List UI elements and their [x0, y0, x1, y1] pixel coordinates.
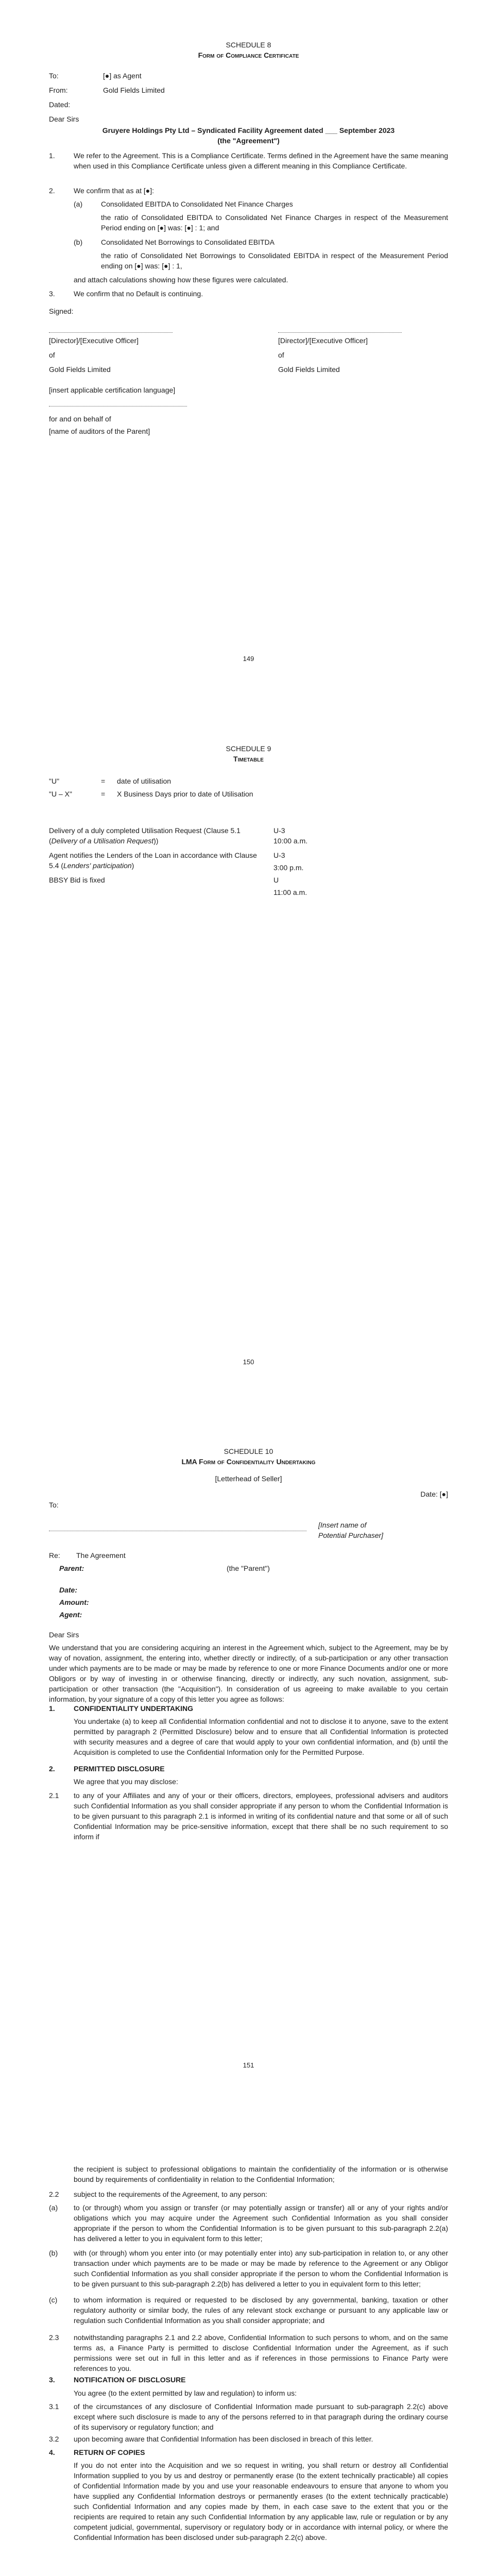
section-number: 4.: [49, 2448, 55, 2456]
definition-equals: =: [101, 777, 106, 785]
amount-label: Amount:: [59, 1598, 89, 1606]
definition-term: "U": [49, 777, 60, 785]
sub-paragraph-number: (c): [49, 2296, 58, 2304]
letterhead: [Letterhead of Seller]: [215, 1475, 282, 1483]
section-number: 1.: [49, 1704, 55, 1713]
schedule-heading: SCHEDULE 8: [226, 41, 271, 49]
signature-line: [49, 332, 173, 333]
definition-term: "U – X": [49, 790, 72, 798]
paragraph-number: 2.3: [49, 2333, 59, 2342]
sub-paragraph-number: (a): [74, 200, 83, 208]
timetable-row-description: Agent notifies the Lenders of the Loan in accordance with Clause 5.4 (Lenders' participation): [49, 851, 257, 870]
sub-paragraph-text: the ratio of Consolidated EBITDA to Consolidated Net Finance Charges in respect of the Measurement Period ending on [●] was: [●] : 1; and: [101, 213, 448, 232]
paragraph-number: 2.: [49, 187, 55, 195]
page-151: [0, 1406, 497, 2110]
timetable-time: 11:00 a.m.: [273, 888, 307, 896]
page-150: [0, 703, 497, 1406]
schedule-title: Form of Compliance Certificate: [198, 51, 299, 59]
section-text: We agree that you may disclose:: [74, 1777, 178, 1786]
section-number: 2.: [49, 1765, 55, 1773]
behalf-text: for and on behalf of: [49, 415, 111, 423]
sub-paragraph-heading: Consolidated EBITDA to Consolidated Net Finance Charges: [101, 200, 293, 208]
paragraph-text: We refer to the Agreement. This is a Compliance Certificate. Terms defined in the Agreement have the same meaning when used in this Compliance Certificate unless given a different meaning in this Compliance Certificate.: [74, 151, 448, 170]
salutation: Dear Sirs: [49, 115, 79, 123]
timetable-day: U-3: [273, 851, 285, 859]
sub-paragraph-heading: Consolidated Net Borrowings to Consolidated EBITDA: [101, 238, 275, 246]
auditors-name: [name of auditors of the Parent]: [49, 427, 150, 435]
re-label: Re:: [49, 1551, 60, 1560]
paragraph-text: upon becoming aware that Confidential Information has been disclosed in breach of this letter.: [74, 2435, 373, 2443]
signed-label: Signed:: [49, 307, 74, 315]
signatory-of: of: [278, 351, 284, 359]
to-label: To:: [49, 72, 59, 80]
section-heading: CONFIDENTIALITY UNDERTAKING: [74, 1704, 194, 1713]
section-heading: PERMITTED DISCLOSURE: [74, 1765, 165, 1773]
timetable-row-description: BBSY Bid is fixed: [49, 876, 105, 884]
potential-purchaser: [Insert name of Potential Purchaser]: [318, 1521, 384, 1539]
timetable-row-description: Delivery of a duly completed Utilisation Request (Clause 5.1 (Delivery of a Utilisation Request)): [49, 826, 241, 845]
intro-paragraph: We understand that you are considering acquiring an interest in the Agreement which, subject to the Agreement, may be by way of novation, assignment, the entering into, whether directly or indirectly, of a sub-participation or any other transaction under which payments are to be made or may be made by reference to one or more Finance Documents and/or one or more Obligors or by way of investing in or otherwise financing, directly or indirectly, any such novation, assignment, sub-participation or other transaction (the "Acquisition"). In consideration of us agreeing to make available to you certain information, by your signature of a copy of this letter you agree as follows:: [49, 1643, 448, 1703]
sub-paragraph-text: to (or through) whom you assign or transfer (or may potentially assign or transfer) all or any of your rights and/or obligations which you may acquire under the Agreement such Confidential Information as you shall consider appropriate if the person to whom the Confidential Information is to be given pursuant to this sub-paragraph 2.2(a) has delivered a letter to you in equivalent form to this letter;: [74, 2204, 448, 2243]
paragraph-text: notwithstanding paragraphs 2.1 and 2.2 above, Confidential Information to such persons to whom, and on the same terms as, a Finance Party is permitted to disclose Confidential Information under the Agreement, as if such permissions were set out in full in this letter and as if references in those permissions to Finance Party were references to you.: [74, 2333, 448, 2372]
from-value: Gold Fields Limited: [103, 86, 165, 94]
definition-equals: =: [101, 790, 106, 798]
signatory-of: of: [49, 351, 55, 359]
paragraph-text: subject to the requirements of the Agreement, to any person:: [74, 2190, 267, 2198]
signatory-title: [Director]/[Executive Officer]: [49, 336, 139, 345]
parent-label: Parent:: [59, 1564, 84, 1572]
paragraph-text: of the circumstances of any disclosure of Confidential Information made pursuant to sub-paragraph 2.2(c) above except where such disclosure is made to any of the persons referred to in that paragraph during the ordinary course of its supervisory or regulatory function; and: [74, 2402, 448, 2431]
definition-text: X Business Days prior to date of Utilisation: [117, 790, 253, 798]
re-value: The Agreement: [76, 1551, 126, 1560]
section-heading: RETURN OF COPIES: [74, 2448, 145, 2456]
paragraph-number: 2.1: [49, 1791, 59, 1800]
page-number: 150: [243, 1358, 254, 1366]
page-152: [0, 2110, 497, 2576]
subject-defined-term: (the "Agreement"): [217, 137, 280, 145]
paragraph-number: 2.2: [49, 2190, 59, 2198]
section-text: You agree (to the extent permitted by law and regulation) to inform us:: [74, 2389, 297, 2397]
sub-paragraph-number: (b): [74, 238, 83, 246]
timetable-time: 10:00 a.m.: [273, 837, 308, 845]
sub-paragraph-text: with (or through) whom you enter into (or may potentially enter into) any sub-participation in relation to, or any other transaction under which payments are to be made or may be made by reference to the Agreement or any Obligor such Confidential Information as you shall consider appropriate if the person to whom the Confidential Information is to be given pursuant to this sub-paragraph 2.2(b) has delivered a letter to you in equivalent form to this letter;: [74, 2249, 448, 2288]
sub-paragraph-number: (b): [49, 2249, 58, 2257]
definition-text: date of utilisation: [117, 777, 172, 785]
timetable-day: U-3: [273, 826, 285, 835]
dated-label: Dated:: [49, 100, 71, 109]
paragraph-number: 3.2: [49, 2435, 59, 2443]
to-label: To:: [49, 1501, 59, 1509]
letter-date: Date: [●]: [420, 1490, 448, 1498]
paragraph-text: We confirm that no Default is continuing.: [74, 290, 203, 298]
signature-line: [278, 332, 402, 333]
timetable-day: U: [273, 876, 279, 884]
parent-value: (the "Parent"): [227, 1564, 270, 1572]
section-text: You undertake (a) to keep all Confidential Information confidential and not to disclose it to anyone, save to the extent permitted by paragraph 2 (Permitted Disclosure) below and to ensure that all Confidential Information is protected with security measures and a degree of care that would apply to your own confidential information, and (b) until the Acquisition is completed to use the Confidential Information only for the Permitted Purpose.: [74, 1717, 448, 1756]
sub-paragraph-text: the ratio of Consolidated Net Borrowings to Consolidated EBITDA in respect of the Measurement Period ending on [●] was: [●] : 1,: [101, 251, 448, 270]
timetable-time: 3:00 p.m.: [273, 863, 304, 872]
paragraph-text: We confirm that as at [●]:: [74, 187, 155, 195]
paragraph-text: to any of your Affiliates and any of your or their officers, directors, employees, professional advisers and auditors such Confidential Information as you shall consider appropriate if any person to whom the Confidential Information is to be given pursuant to this paragraph 2.1 is informed in writing of its confidential nature and that some or all of such Confidential Information may be price-sensitive information, except that there shall be no such requirement to so inform if: [74, 1791, 448, 1841]
salutation: Dear Sirs: [49, 1631, 79, 1639]
signatory-company: Gold Fields Limited: [49, 365, 111, 374]
page-number: 149: [243, 655, 254, 663]
paragraph-text: and attach calculations showing how these figures were calculated.: [74, 276, 288, 284]
to-value: [●] as Agent: [103, 72, 142, 80]
paragraph-number: 3.1: [49, 2402, 59, 2411]
page-number: 151: [243, 2061, 254, 2069]
signatory-company: Gold Fields Limited: [278, 365, 340, 374]
page-149: [0, 0, 497, 703]
schedule-heading: SCHEDULE 9: [226, 744, 271, 753]
paragraph-number: 1.: [49, 151, 55, 160]
subject-line: Gruyere Holdings Pty Ltd – Syndicated Facility Agreement dated ___ September 2023: [102, 126, 395, 134]
schedule-heading: SCHEDULE 10: [224, 1447, 273, 1455]
section-text: If you do not enter into the Acquisition and we so request in writing, you shall return or destroy all Confidential Information supplied to you by us and destroy or permanently erase (to the extent technically practicable) all copies of Confidential Information made by you and use your reasonable endeavours to ensure that anyone to whom you have supplied any Confidential Information destroys or permanently erases (to the extent technically practicable) such Confidential Information and any copies made by them, in each case save to the extent that you or the recipients are required to retain any such Confidential Information by any applicable law, rule or regulation or by any competent judicial, governmental, supervisory or regulatory body or in accordance with internal policy, or where the Confidential Information has been disclosed under sub-paragraph 2.2(c) above.: [74, 2461, 448, 2541]
date-label: Date:: [59, 1586, 78, 1594]
signatory-title: [Director]/[Executive Officer]: [278, 336, 368, 345]
sub-paragraph-number: (a): [49, 2204, 58, 2212]
section-number: 3.: [49, 2376, 55, 2384]
certification-language: [insert applicable certification language]: [49, 386, 176, 394]
schedule-title: LMA Form of Confidentiality Undertaking: [181, 1458, 316, 1466]
paragraph-number: 3.: [49, 290, 55, 298]
section-heading: NOTIFICATION OF DISCLOSURE: [74, 2376, 186, 2384]
from-label: From:: [49, 86, 68, 94]
agent-label: Agent:: [59, 1611, 82, 1619]
paragraph-continuation: the recipient is subject to professional obligations to maintain the confidentiality of the information or is otherwise bound by requirements of confidentiality in relation to the Confidential Information;: [74, 2165, 448, 2183]
sub-paragraph-text: to whom information is required or requested to be disclosed by any governmental, banking, taxation or other regulatory authority or similar body, the rules of any relevant stock exchange or pursuant to any applicable law or regulation such Confidential Information as you shall consider appropriate; and: [74, 2296, 448, 2325]
schedule-title: Timetable: [233, 755, 264, 763]
